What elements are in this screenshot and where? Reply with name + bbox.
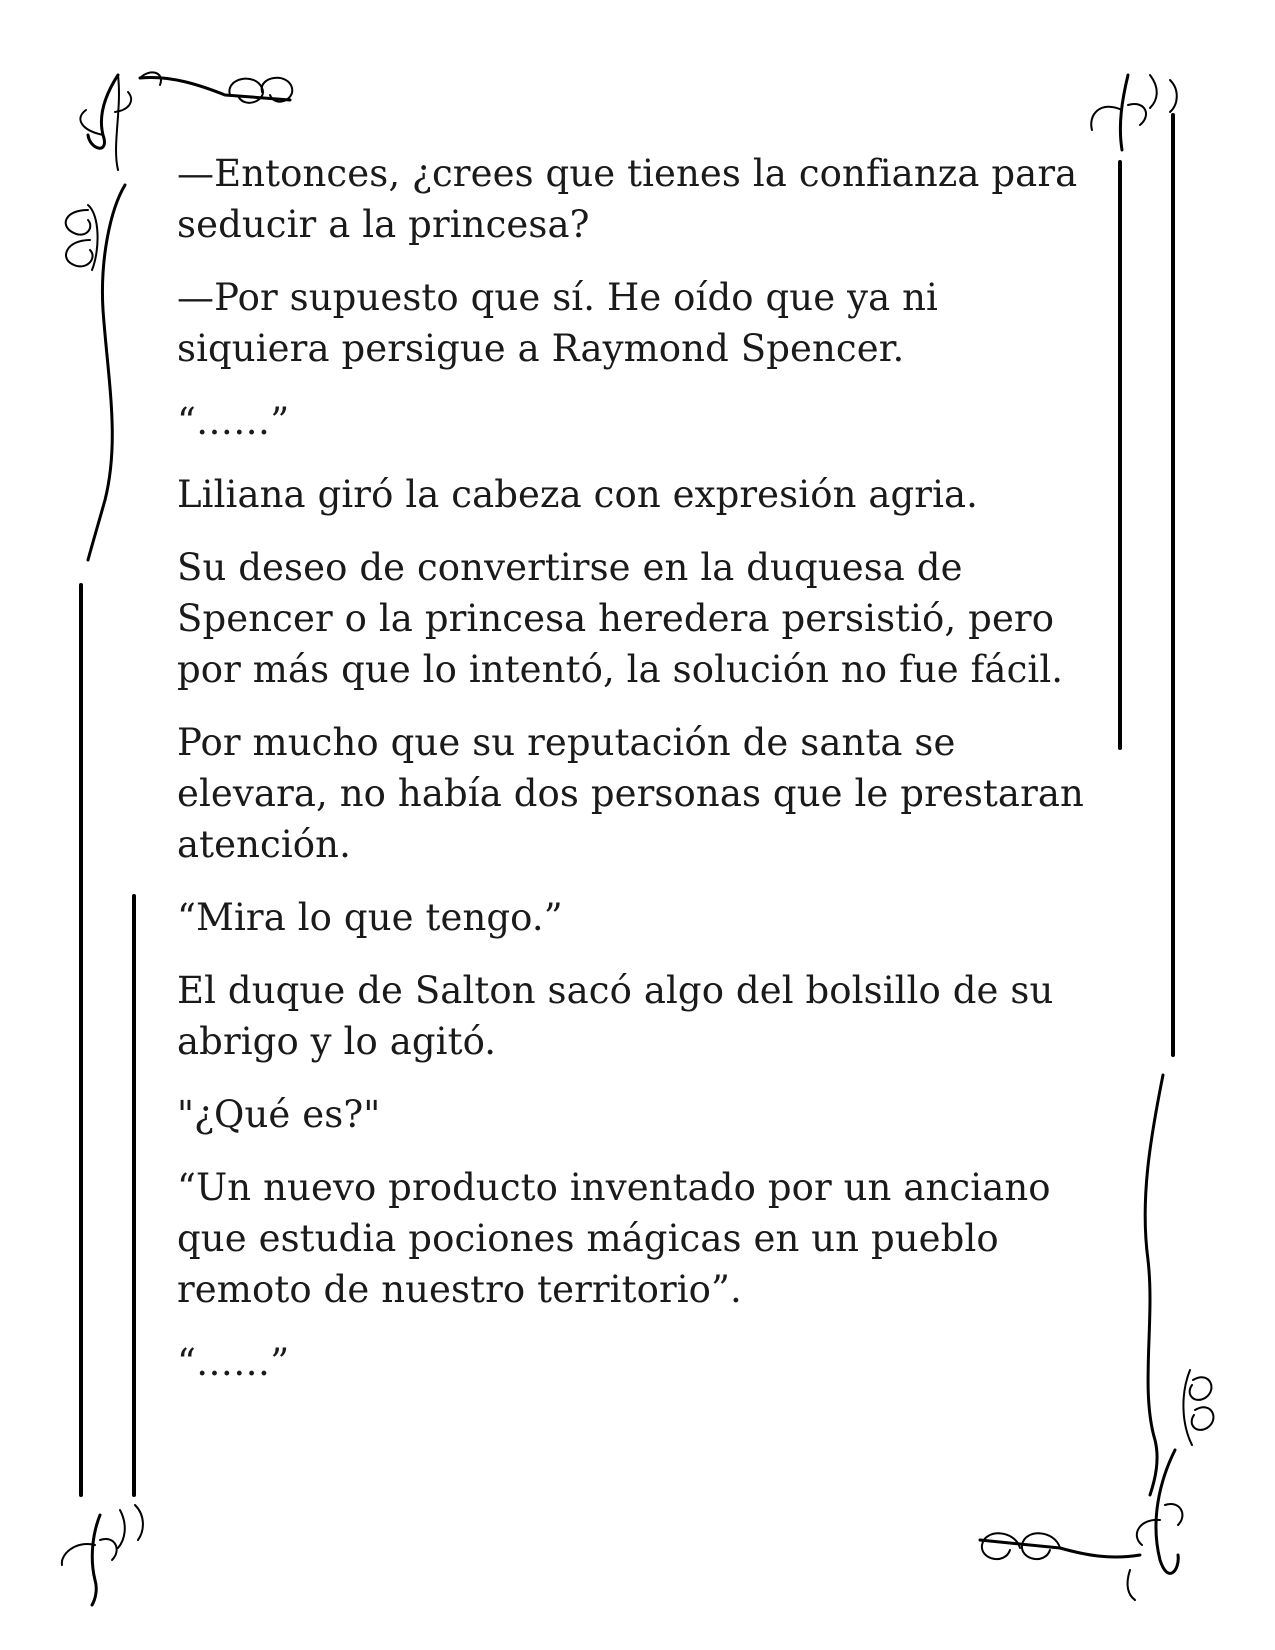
top-right-flourish-icon bbox=[1091, 75, 1177, 150]
paragraph: —Entonces, ¿crees que tienes la confianza para seducir a la princesa? bbox=[177, 152, 1078, 246]
paragraph: El duque de Salton sacó algo del bolsillo de su abrigo y lo agitó. bbox=[177, 969, 1054, 1063]
paragraph: Por mucho que su reputación de santa se elevara, no había dos personas que le prestaran atención. bbox=[177, 721, 1084, 866]
paragraph: Liliana giró la cabeza con expresión agria. bbox=[177, 473, 979, 516]
paragraph: "¿Qué es?" bbox=[177, 1093, 381, 1136]
paragraph: “……” bbox=[177, 1341, 290, 1384]
paragraph: “Un nuevo producto inventado por un anciano que estudia pociones mágicas en un pueblo remoto de nuestro territorio”. bbox=[177, 1166, 1051, 1311]
paragraph: —Por supuesto que sí. He oído que ya ni siquiera persigue a Raymond Spencer. bbox=[177, 276, 938, 370]
bottom-left-flourish-icon bbox=[62, 1505, 143, 1605]
story-text bbox=[177, 148, 1097, 1410]
paragraph: “Mira lo que tengo.” bbox=[177, 896, 563, 939]
paragraph: “……” bbox=[177, 400, 290, 443]
paragraph: Su deseo de convertirse en la duquesa de Spencer o la princesa heredera persistió, pero por más que lo intentó, la solución no fue fácil. bbox=[177, 546, 1064, 691]
